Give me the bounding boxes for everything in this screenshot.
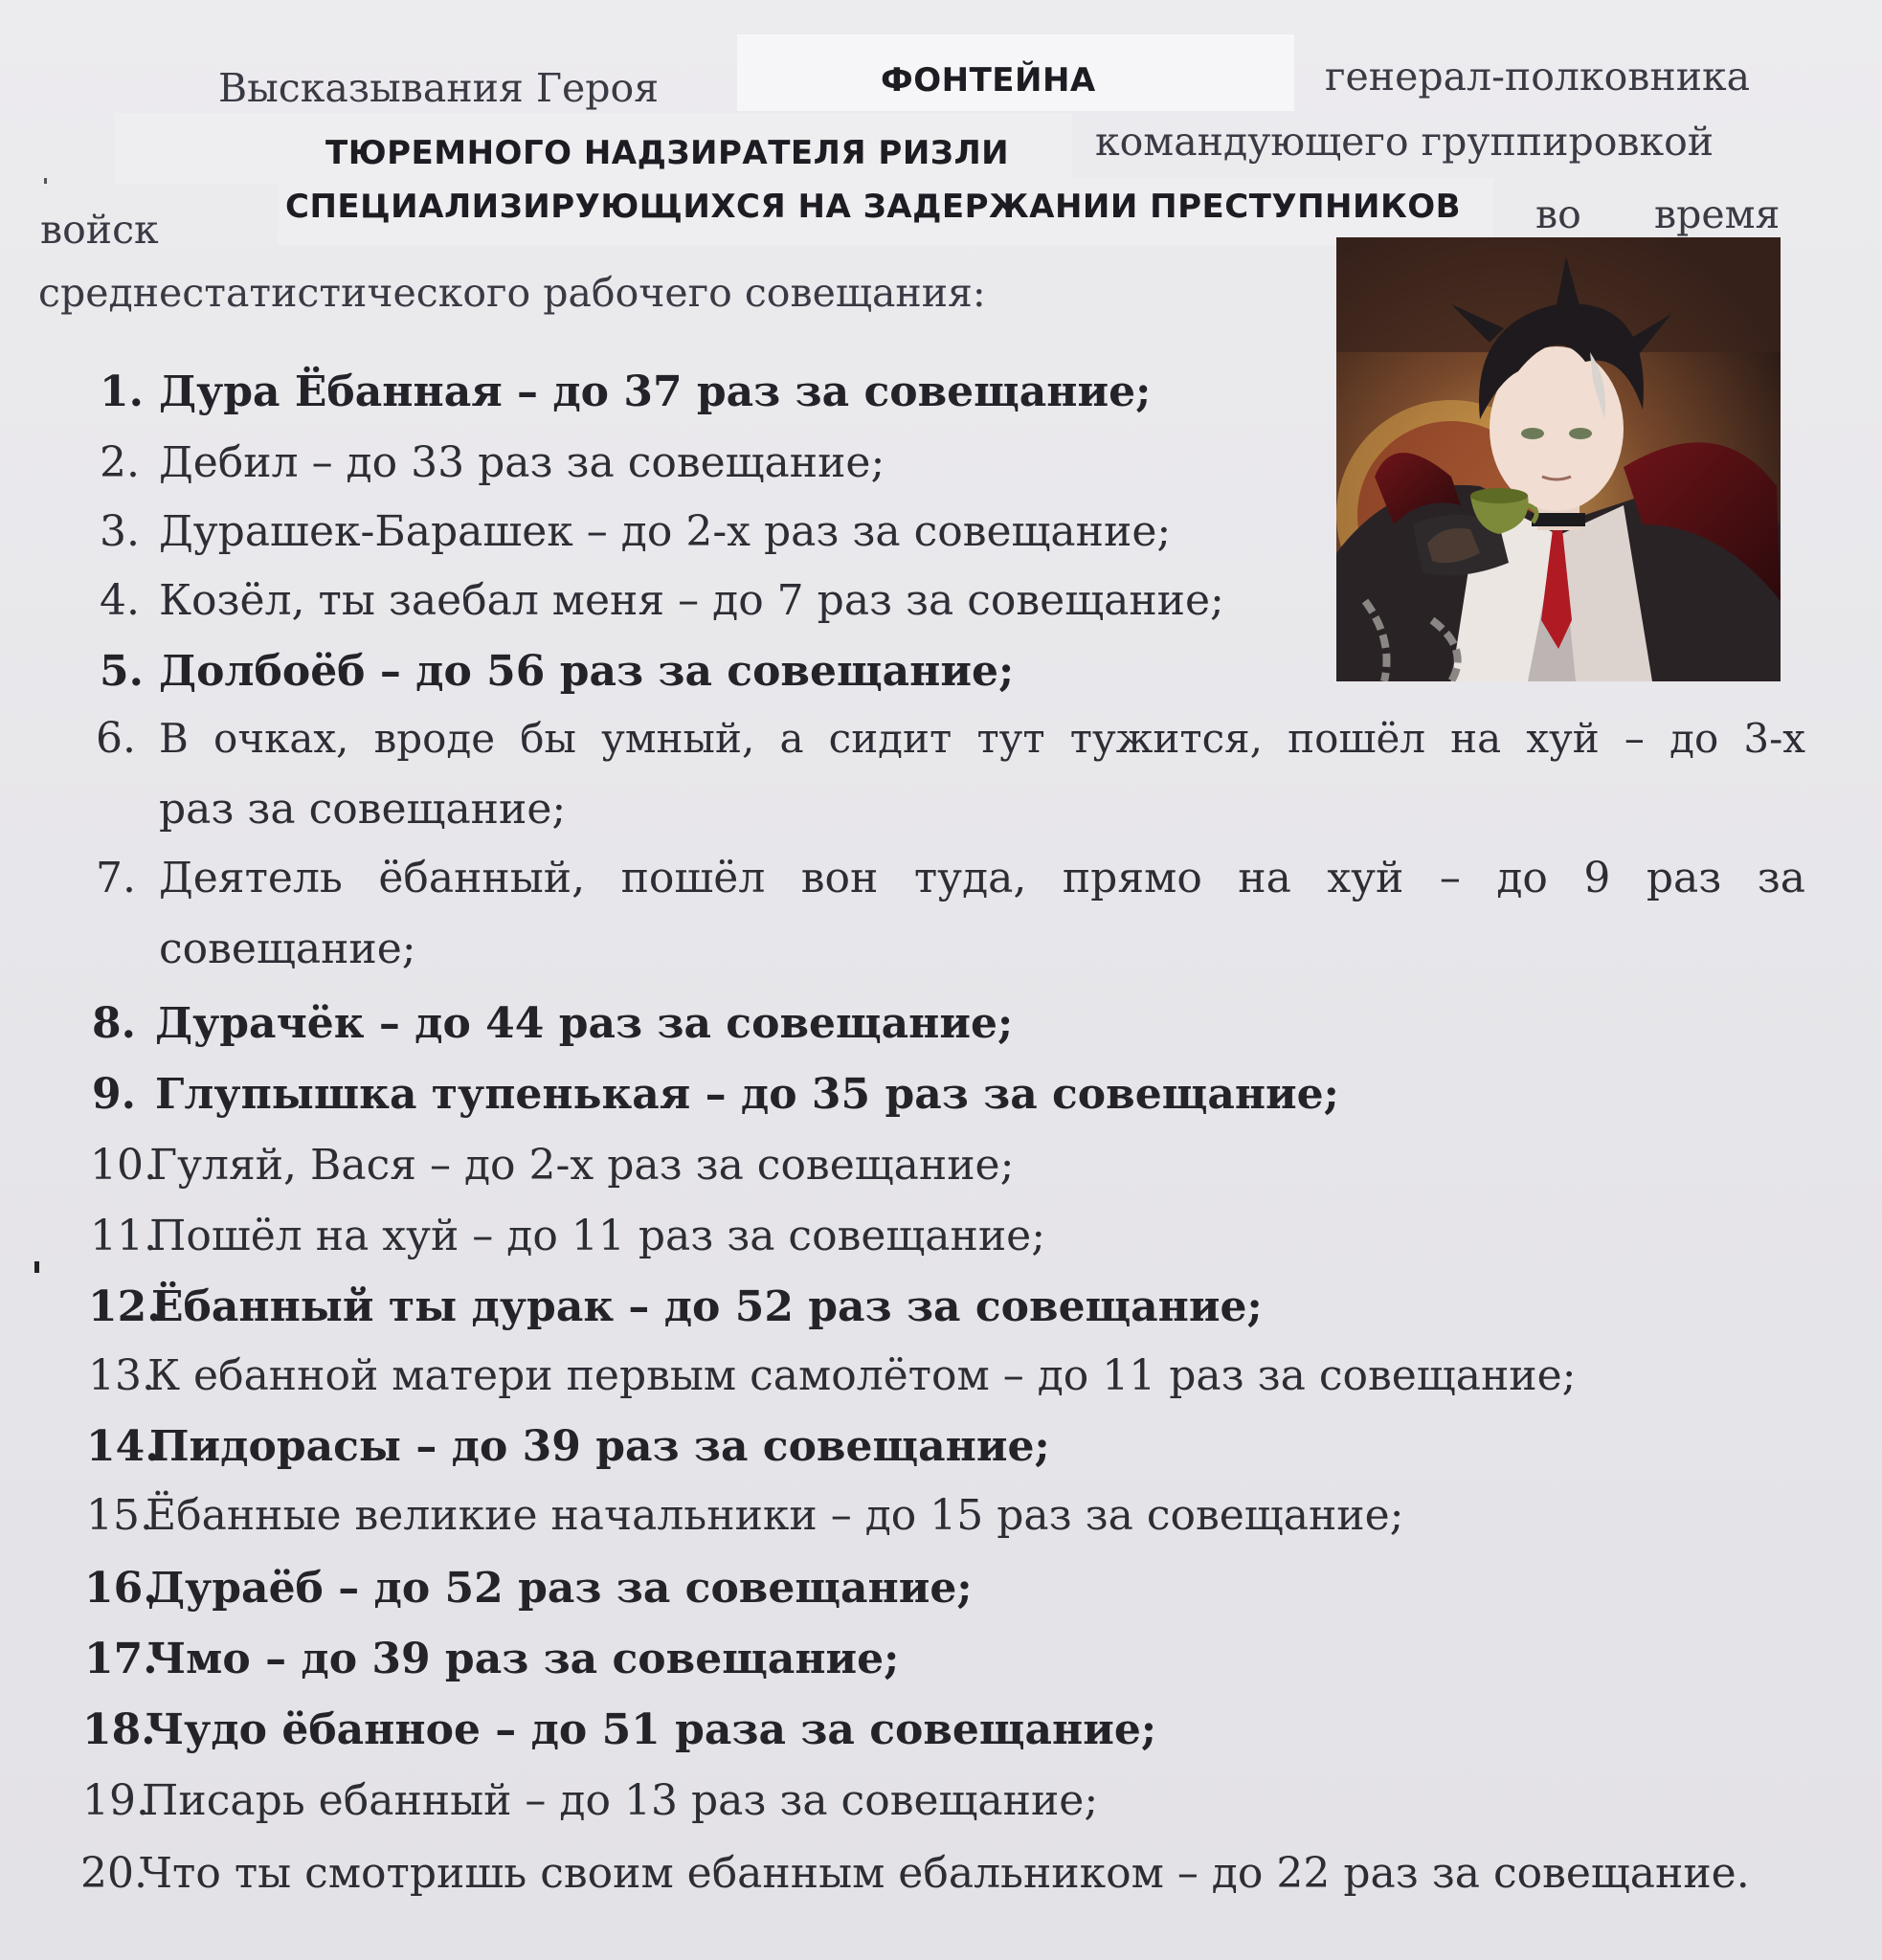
list-item: 14.Пидорасы – до 39 раз за совещание;	[86, 1422, 1050, 1471]
list-item: 3. Дурашек-Барашек – до 2-х раз за совещание;	[100, 507, 1172, 556]
list-item: 19.Писарь ебанный – до 13 раз за совещание;	[82, 1776, 1099, 1825]
list-item: 7. Деятель ёбанный, пошёл вон туда, прямо на хуй – до 9 раз за	[96, 854, 1805, 902]
list-item: 12.Ёбанный ты дурак – до 52 раз за совещание;	[88, 1282, 1263, 1331]
list-item: 9. Глупышка тупенькая – до 35 раз за совещание;	[92, 1070, 1339, 1119]
list-item: 2. Дебил – до 33 раз за совещание;	[100, 438, 885, 487]
heading-overlay-3: СПЕЦИАЛИЗИРУЮЩИХСЯ НА ЗАДЕРЖАНИИ ПРЕСТУПНИКОВ	[285, 188, 1462, 226]
list-item: 16.Дураёб – до 52 раз за совещание;	[84, 1564, 973, 1613]
list-item: 10.Гуляй, Вася – до 2-х раз за совещание;	[90, 1141, 1015, 1190]
list-item: 15.Ёбанные великие начальники – до 15 раз за совещание;	[86, 1491, 1404, 1540]
paper-mark	[44, 178, 47, 184]
paper-mark	[34, 1261, 39, 1273]
list-item: 18.Чудо ёбанное – до 51 раза за совещание;	[82, 1705, 1157, 1754]
list-item-continuation: совещание;	[159, 924, 416, 973]
heading-text-3: командующего группировкой	[1095, 119, 1714, 165]
heading-overlay-2: ТЮРЕМНОГО НАДЗИРАТЕЛЯ РИЗЛИ	[325, 134, 1010, 172]
list-item-continuation: раз за совещание;	[159, 785, 567, 834]
heading-text-5: во	[1535, 191, 1581, 237]
list-item: 20.Что ты смотришь своим ебанным ебальником – до 22 раз за совещание.	[80, 1849, 1750, 1898]
list-item: 6. В очках, вроде бы умный, а сидит тут тужится, пошёл на хуй – до 3-х	[96, 714, 1805, 763]
heading-text-2: генерал-полковника	[1325, 54, 1751, 100]
heading-text-6: время	[1654, 191, 1781, 237]
list-item: 11.Пошёл на хуй – до 11 раз за совещание;	[90, 1212, 1046, 1260]
list-item: 17.Чмо – до 39 раз за совещание;	[84, 1635, 900, 1683]
heading-text-7: среднестатистического рабочего совещания:	[38, 270, 986, 316]
list-item: 13.К ебанной матери первым самолётом – до 11 раз за совещание;	[88, 1351, 1577, 1400]
list-item: 8. Дурачёк – до 44 раз за совещание;	[92, 999, 1014, 1048]
list-item: 5. Долбоёб – до 56 раз за совещание;	[100, 647, 1015, 696]
character-portrait	[1336, 237, 1781, 681]
heading-text-4: войск	[40, 207, 159, 253]
list-item: 4. Козёл, ты заебал меня – до 7 раз за совещание;	[100, 576, 1224, 625]
list-item: 1. Дура Ёбанная – до 37 раз за совещание;	[100, 368, 1152, 416]
heading-text-1: Высказывания Героя	[218, 65, 660, 111]
heading-overlay-1: ФОНТЕЙНА	[881, 61, 1096, 100]
